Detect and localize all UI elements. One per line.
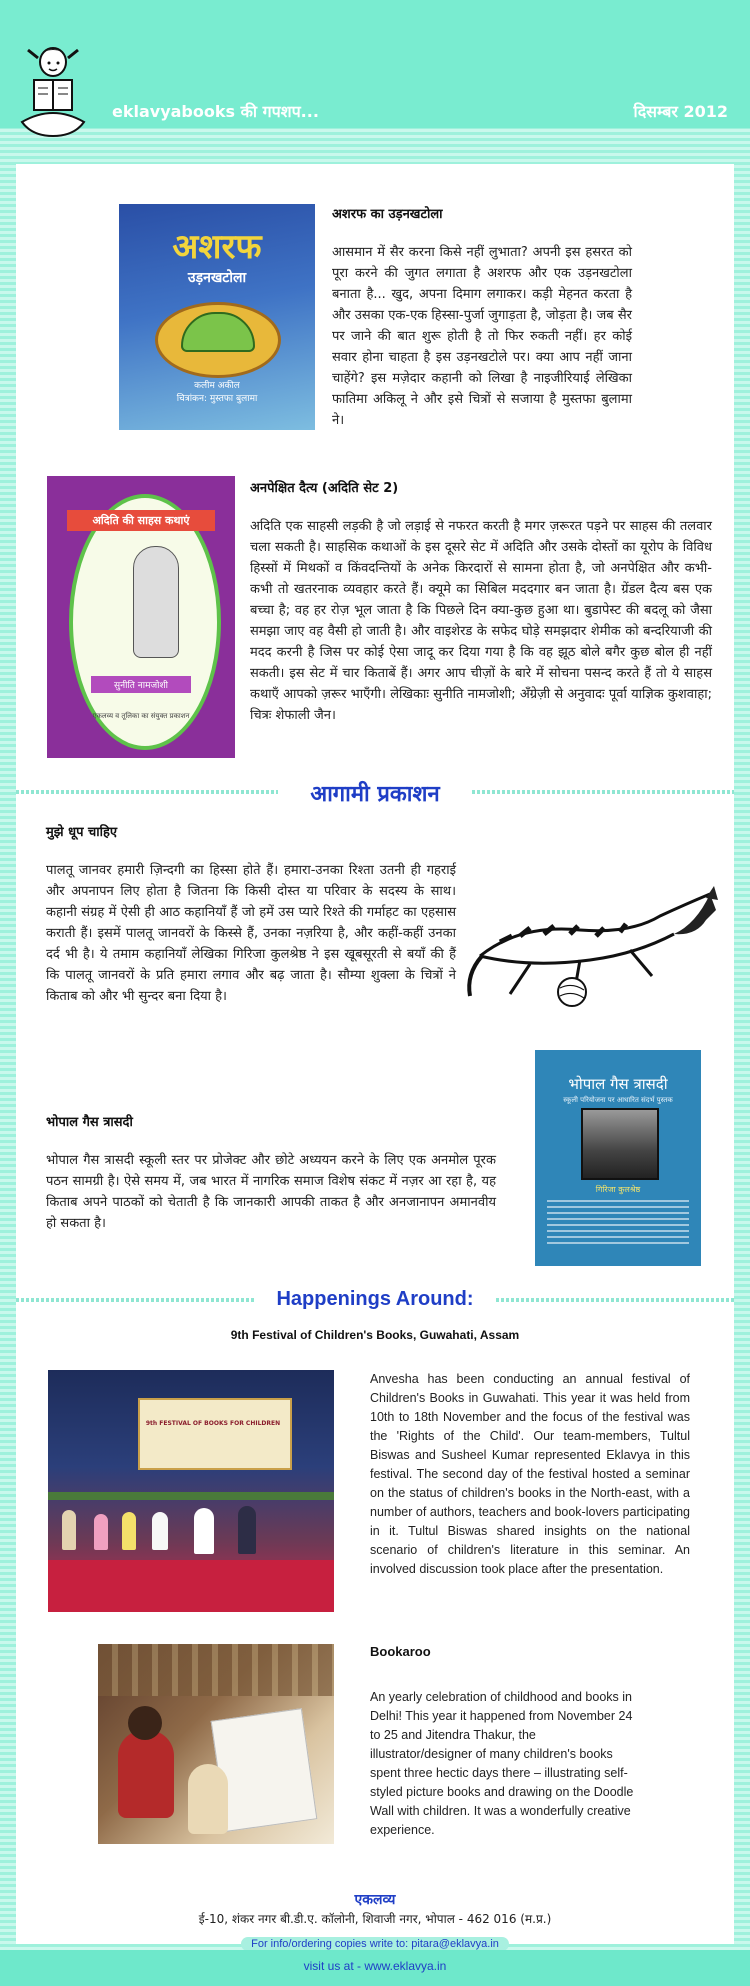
bookaroo-title: Bookaroo — [370, 1644, 431, 1659]
cover-author: सुनीति नामजोशी — [91, 676, 191, 693]
book-text-ashraf: आसमान में सैर करना किसे नहीं लुभाता? अपनी इस हसरत को पूरा करने की जुगत लगाता है अशरफ और एक उड़नखटोला बनाता है... खुद, अपना दिमाग लगाकर। कड़ी मेहनत करता है और उसका एक-एक हिस्सा-पुर्जा जुगाड़ता है, जोड़ता है। जब सैर पर जाने की बात शुरू होती है तो फिर रुकती नहीं। हर कोई सवार होना चाहता है इस उड़नखटोले पर। क्या आप नहीं जाना चाहेंगे? इस मज़ेदार कहानी को लिखा है नाइजीरियाई लेखिका फातिमा अकिलू ने और इसे चित्रों से सजाया है मुस्तफा बुलामा ने। — [332, 245, 632, 428]
festival-text: Anvesha has been conducting an annual festival of Children's Books in Guwahati. This year it was held from 10th to 18th November and the focus of the festival was the 'Rights of the Child'. Our team-members, Tultul Biswas and Susheel Kumar represented Eklavya in this festival. The second day of the festival hosted a seminar on the status of children's books in the North-east, with a number of authors, teachers and book-lovers participating in it. Tultul Biswas shared insights on the national scenario of children's literature in this seminar. An involved discussion took place after the presentation. — [370, 1372, 690, 1576]
footer-contact-link[interactable]: For info/ordering copies write to: pitara@eklavya.in — [241, 1937, 509, 1951]
book-title-aditi: अनपेक्षित दैत्य (अदिति सेट 2) — [250, 481, 399, 496]
upcoming-title-bhopal: भोपाल गैस त्रासदी — [46, 1115, 133, 1130]
festival-photo — [48, 1370, 334, 1612]
section-heading-upcoming: आगामी प्रकाशन — [310, 782, 440, 807]
issue-date: दिसम्बर 2012 — [633, 102, 728, 121]
content-card — [16, 164, 734, 1944]
festival-banner: 9th FESTIVAL OF BOOKS FOR CHILDREN — [145, 1420, 281, 1427]
cover-author: गिरिजा कुलश्रेष्ठ — [595, 1185, 641, 1194]
bookaroo-text: An yearly celebration of childhood and books in Delhi! This year it happened from November 24 to 25 and Jitendra Thakur, the illustrator/designer of many children's books spent three hectic days there – illustrating self-styled picture books and drawing on the Doodle Wall with children. It was a wonderfully creative experience. — [370, 1690, 634, 1837]
footer-website-link[interactable]: visit us at - www.eklavya.in — [303, 1959, 447, 1973]
newsletter-brand: eklavyabooks की गपशप... — [112, 102, 319, 121]
divider-right — [472, 790, 734, 794]
footer-address: ई-10, शंकर नगर बी.डी.ए. कॉलोनी, शिवाजी नगर, भोपाल - 462 016 (म.प्र.) — [198, 1912, 552, 1926]
footer-contact-row — [0, 1932, 750, 1951]
book-cover-ashraf: अशरफ उड़नखटोला कलीम अकील चित्रांकन: मुस्तफा बुलामा — [119, 204, 315, 430]
book-title-ashraf: अशरफ का उड़नखटोला — [332, 207, 443, 222]
cover-title: भोपाल गैस त्रासदी — [568, 1075, 668, 1093]
cover-title: उड़नखटोला — [187, 270, 247, 286]
leaping-cat-illustration — [460, 864, 726, 1014]
reading-girl-logo — [14, 42, 92, 140]
cover-subtitle: एकलव्य व तूलिका का संयुक्त प्रकाशन — [92, 712, 190, 720]
footer-org-name: एकलव्य — [354, 1892, 396, 1908]
bookaroo-photo — [98, 1644, 334, 1844]
section-heading-happenings: Happenings Around: — [276, 1288, 474, 1310]
cover-title: अदिति की साहस कथाएं — [67, 510, 215, 531]
cover-subtitle: स्कूली परियोजना पर आधारित संदर्भ पुस्तक — [563, 1096, 673, 1104]
book-cover-aditi — [47, 476, 235, 758]
upcoming-text-dhoop: पालतू जानवर हमारी ज़िन्दगी का हिस्सा होते हैं। हमारा-उनका रिश्ता उतनी ही गहराई और अपनापन लिए होता है जितना कि किसी दोस्त या परिवार के सदस्य के साथ। कहानी संग्रह में ऐसी ही आठ कहानियाँ हैं जो हमें उस प्यारे रिश्ते की गर्माहट का एहसास कराती हैं। इसमें पालतू जानवरों के किस्से हैं, उनका नज़रिया है, और कहीं-कहीं उनका दर्द भी है। ये तमाम कहानियाँ लेखिका गिरिजा कुलश्रेष्ठ ने इस खूबसूरती से बयाँ की हैं कि पालतू जानवरों के प्रति हमारा लगाव और बढ़ जाता है। सौम्या शुक्ला के चित्रों ने किताब को और भी सुन्दर बना दिया है। — [46, 863, 456, 1004]
upcoming-title-dhoop: मुझे धूप चाहिए — [46, 825, 118, 840]
book-cover-bhopal — [535, 1050, 701, 1266]
festival-title: 9th Festival of Children's Books, Guwahati, Assam — [230, 1328, 520, 1342]
divider-right — [496, 1298, 734, 1302]
upcoming-text-bhopal: भोपाल गैस त्रासदी स्कूली स्तर पर प्रोजेक्ट और छोटे अध्ययन करने के लिए एक अनमोल पूरक पठन सामग्री है। ऐसे समय में, जब भारत में नागरिक समाज विशेष संकट में नज़र आ रहा है, यह किताब अपने पाठकों को चेताती है कि जानकारी आपकी ताकत है और अनजानापन अमानवीय हो सकता है। — [46, 1153, 496, 1231]
book-text-aditi: अदिति एक साहसी लड़की है जो लड़ाई से नफरत करती है मगर ज़रूरत पड़ने पर साहस की तलवार चला सकती है। साहसिक कथाओं के इस दूसरे सेट में अदिति और उसके दोस्तों का यूरोप के विविध हिस्सों में मिथकों व किंवदन्तियों के अनेक किरदारों से सामना होता है, जो अनपेक्षित और कभी-कभी तो खतरनाक व्यवहार करते हैं। क्यूमे का सिबिल मददगार बन जाता है। ग्रेंडल दैत्य बस एक बच्चा है; वह हर रोज़ भूल जाता है कि पिछले दिन क्या-कुछ हुआ था। बुडापेस्ट की बदलू को जैसा समझा जाए वह वैसी हो जाती है। और वाइशेरड के सफेद घोड़े समझदार शेमीक को बन्दरियाजी की मदद करनी है जिस पर कोई ऐसा जादू कर दिया गया है कि वह झूठ बोले बगैर कुछ बोल ही नहीं सकती। इस सेट में चार किताबें हैं। अगर आप चीज़ों के बारे में सोचना पसन्द करते हैं तो ये साहस कथाएँ आपको ज़रूर भाएँगी। लेखिकाः सुनीति नामजोशी; अँग्रेज़ी से अनुवादः पूर्वा याज्ञिक कुशवाहा; चित्रः शेफाली जैन। — [250, 519, 712, 723]
